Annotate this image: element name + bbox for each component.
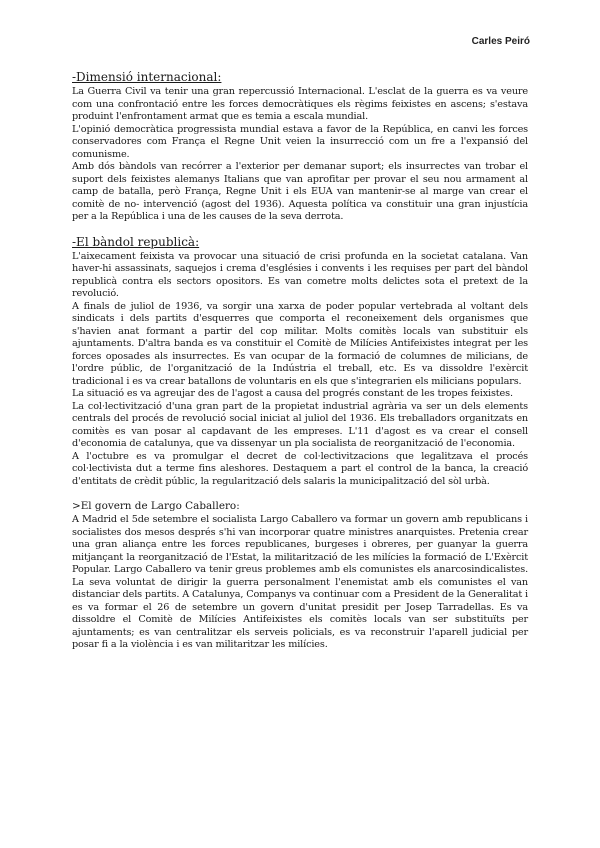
paragraph: A finals de juliol de 1936, va sorgir una xarxa de poder popular vertebrada al voltant dels sindicats i dels partits d'esquerres que comporta el reconeixement dels organismes que s'havien anat formant a partir del cop militar. Molts comitès locals van substituir els ajuntaments. D'altra banda es va constituir el Comitè de Milícies Antifeixistes integrat per les forces oposades als insurrectes. Es van ocupar de la formació de columnes de milicians, de l'ordre públic, de l'organització de la Indústria el treball, etc. Es va dissoldre l'exèrcit tradicional i es va crear batallons de voluntaris en els que s'integrarien els milicians populars. (72, 300, 528, 387)
section-largo-caballero (72, 499, 528, 652)
document-body (72, 70, 528, 652)
paragraph: A Madrid el 5de setembre el socialista Largo Caballero va formar un govern amb republicans i socialistes dos mesos després s'hi van incorporar quatre ministres anarquistes. Pretenia crear una gran aliança entre les forces republicanes, burgeses i obreres, per guanyar la guerra mitjançant la reorganització de l'Estat, la militarització de les milícies la formació de L'Exèrcit Popular. Largo Caballero va tenir greus problemes amb els comunistes els anarcosindicalistes. La seva voluntat de dirigir la guerra personalment l'enemistat amb els comunistes el van distanciar dels partits. A Catalunya, Companys va continuar com a President de la Generalitat i es va formar el 26 de setembre un govern d'unitat presidit per Josep Tarradellas. Es va dissoldre el Comitè de Milícies Antifeixistes els comitès locals van ser substituïts per ajuntaments; es van centralitzar els serveis policials, es va reconstruir l'aparell judicial per posar fi a la violència i es van militaritzar les milícies. (72, 514, 528, 650)
paragraph: L'opinió democràtica progressista mundial estava a favor de la República, en canvi les forces conservadores com França el Regne Unit veien la insurrecció com un fre a l'expansió del comunisme. (72, 123, 528, 160)
section-republican-side (72, 235, 528, 489)
section-title: >El govern de Largo Caballero: (72, 500, 240, 512)
paragraph: L'aixecament feixista va provocar una situació de crisi profunda en la societat catalana. Van haver-hi assassinats, saquejos i crema d'esglésies i convents i les requises per part del bàndol republicà contra els sectors opositors. Es van cometre molts delictes sota el pretext de la revolució. (72, 250, 528, 299)
section-international (72, 70, 528, 224)
author-name: Carles Peiró (471, 36, 530, 47)
paragraph: La situació es va agreujar des de l'agost a causa del progrés constant de les tropes feixistes. (72, 388, 513, 399)
paragraph: La Guerra Civil va tenir una gran repercussió Internacional. L'esclat de la guerra es va veure com una confrontació entre les forces democràtiques els règims feixistes en ascens; s'estava produint l'enfrontament armat que es temia a escala mundial. (72, 86, 528, 122)
paragraph: Amb dós bàndols van recórrer a l'exterior per demanar suport; els insurrectes van trobar el suport dels feixistes alemanys Italians que van aprofitar per provar el seu nou armament al camp de batalla, però França, Regne Unit i els EUA van mantenir-se al marge van crear el comitè de no- intervenció (agost del 1936). Aquesta política va constituir una gran injustícia per a la República i una de les causes de la seva derrota. (72, 161, 528, 222)
paragraph: La col·lectivització d'una gran part de la propietat industrial agrària va ser un dels elements centrals del procés de revolució social iniciat al juliol del 1936. Els treballadors organitzats en comitès es van posar al capdavant de les empreses. L'11 d'agost es va crear el consell d'economia de catalunya, que va dissenyar un pla socialista de reorganització de l'economia. (72, 400, 528, 449)
section-title: -El bàndol republicà: (72, 234, 200, 249)
paragraph: A l'octubre es va promulgar el decret de col·lectivitzacions que legalitzava el procés col·lectivista dut a terme fins aleshores. Destaquem a part el control de la banca, la creació d'entitats de crèdit públic, la regularització dels salaris la municipalització del sòl urbà. (72, 450, 528, 487)
section-title: -Dimensió internacional: (72, 70, 222, 84)
